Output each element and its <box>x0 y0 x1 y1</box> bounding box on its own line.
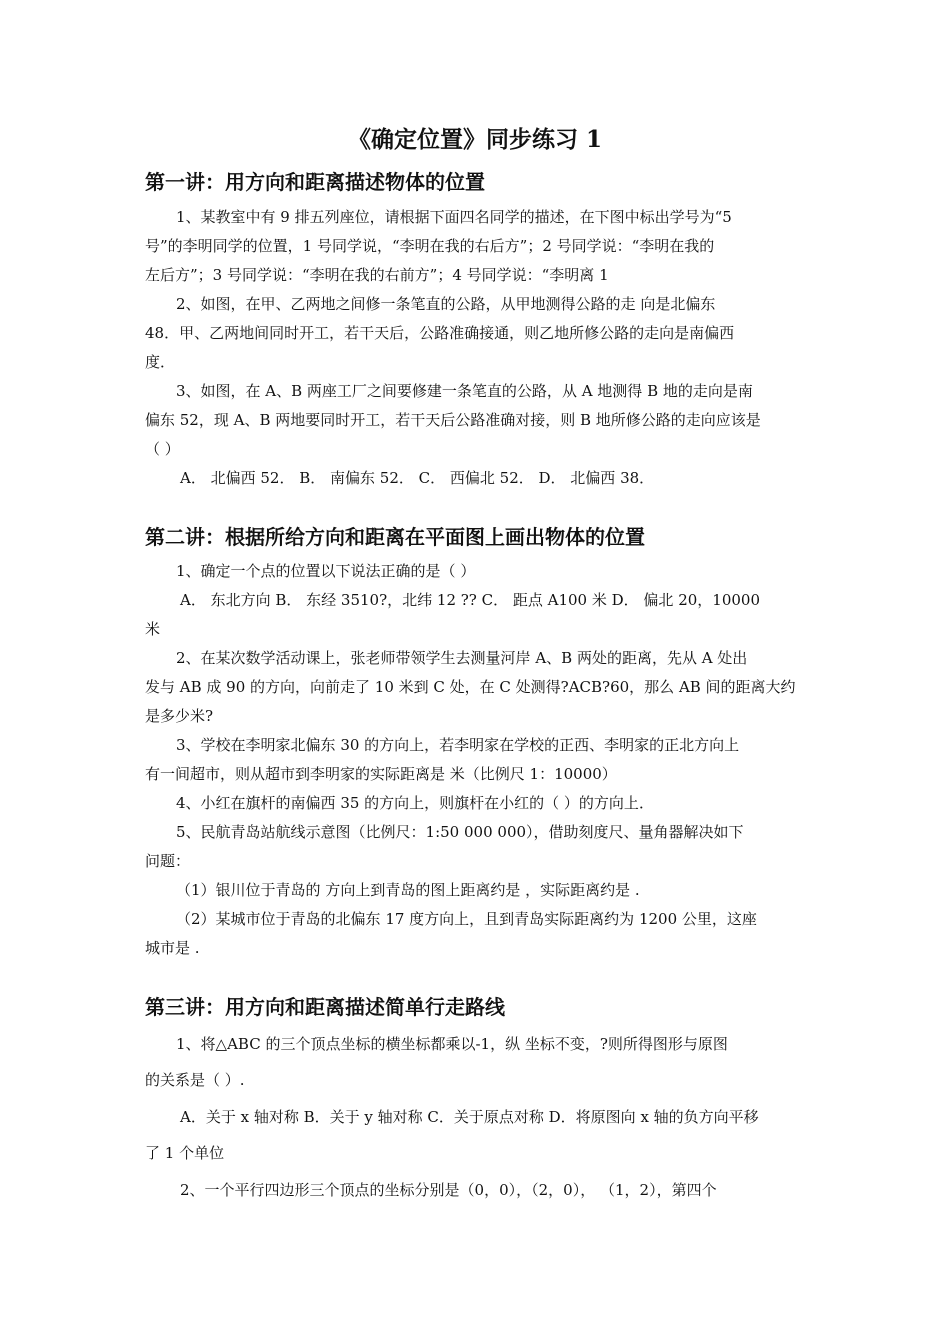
text-line: 是多少米? <box>145 707 214 725</box>
text-line: 号”的李明同学的位置，1 号同学说，“李明在我的右后方”；2 号同学说：“李明在我的 <box>145 237 715 255</box>
text-line: 有一间超市，则从超市到李明家的实际距离是 米（比例尺 1：10000） <box>145 765 617 783</box>
text-line: 米 <box>145 620 161 638</box>
section-2-heading: 第二讲：根据所给方向和距离在平面图上画出物体的位置 <box>145 525 645 549</box>
text-line: 2、如图，在甲、乙两地之间修一条笔直的公路，从甲地测得公路的走 向是北偏东 <box>176 295 716 313</box>
section-3-heading: 第三讲：用方向和距离描述简单行走路线 <box>145 995 505 1019</box>
text-line: 的关系是（ ）. <box>145 1071 245 1089</box>
text-line: 5、民航青岛站航线示意图（比例尺：1:50 000 000），借助刻度尺、量角器解决如下 <box>176 823 744 841</box>
answer-options: A． 东北方向 B． 东经 3510?，北纬 12 ?? C． 距点 A100 米 D． 偏北 20，10000 <box>180 591 760 609</box>
text-line: 3、学校在李明家北偏东 30 的方向上，若李明家在学校的正西、李明家的正北方向上 <box>176 736 740 754</box>
text-line: （2）某城市位于青岛的北偏东 17 度方向上，且到青岛实际距离约为 1200 公里，这座 <box>176 910 757 928</box>
text-line: （1）银川位于青岛的 方向上到青岛的图上距离约是 ，实际距离约是 . <box>176 881 640 899</box>
text-line: 左后方”；3 号同学说：“李明在我的右前方”；4 号同学说：“李明离 1 <box>145 266 609 284</box>
text-line: 度． <box>145 353 176 371</box>
text-line: 城市是 . <box>145 939 200 957</box>
page-title: 《确定位置》同步练习 1 <box>347 126 602 153</box>
text-line: 2、在某次数学活动课上，张老师带领学生去测量河岸 A、B 两处的距离，先从 A 处出 <box>176 649 748 667</box>
text-line: 问题： <box>145 852 191 870</box>
text-line: 1、确定一个点的位置以下说法正确的是（ ） <box>176 562 476 580</box>
text-line: 发与 AB 成 90 的方向，向前走了 10 米到 C 处，在 C 处测得?ACB?60，那么 AB 间的距离大约 <box>145 678 796 696</box>
answer-options: A．关于 x 轴对称 B．关于 y 轴对称 C．关于原点对称 D．将原图向 x 轴的负方向平移 <box>180 1108 759 1126</box>
text-line: 1、将△ABC 的三个顶点坐标的横坐标都乘以-1，纵 坐标不变，?则所得图形与原图 <box>176 1035 728 1053</box>
text-line: 4、小红在旗杆的南偏西 35 的方向上，则旗杆在小红的（ ）的方向上． <box>176 794 654 812</box>
text-line: 1、某教室中有 9 排五列座位，请根据下面四名同学的描述，在下图中标出学号为“5 <box>176 208 732 226</box>
text-line: 偏东 52，现 A、B 两地要同时开工，若干天后公路准确对接，则 B 地所修公路的走向应该是 <box>145 411 761 429</box>
text-line: 48．甲、乙两地间同时开工，若干天后，公路准确接通，则乙地所修公路的走向是南偏西 <box>145 324 735 342</box>
text-line: 3、如图，在 A、B 两座工厂之间要修建一条笔直的公路，从 A 地测得 B 地的走向是南 <box>176 382 753 400</box>
answer-options: A． 北偏西 52． B． 南偏东 52． C． 西偏北 52． D． 北偏西 38． <box>180 469 655 487</box>
section-1-heading: 第一讲：用方向和距离描述物体的位置 <box>145 170 485 194</box>
text-line: （ ） <box>145 440 180 458</box>
text-line: 2、一个平行四边形三个顶点的坐标分别是（0，0），（2，0）， （1，2），第四个 <box>180 1181 717 1199</box>
text-line: 了 1 个单位 <box>145 1144 225 1162</box>
